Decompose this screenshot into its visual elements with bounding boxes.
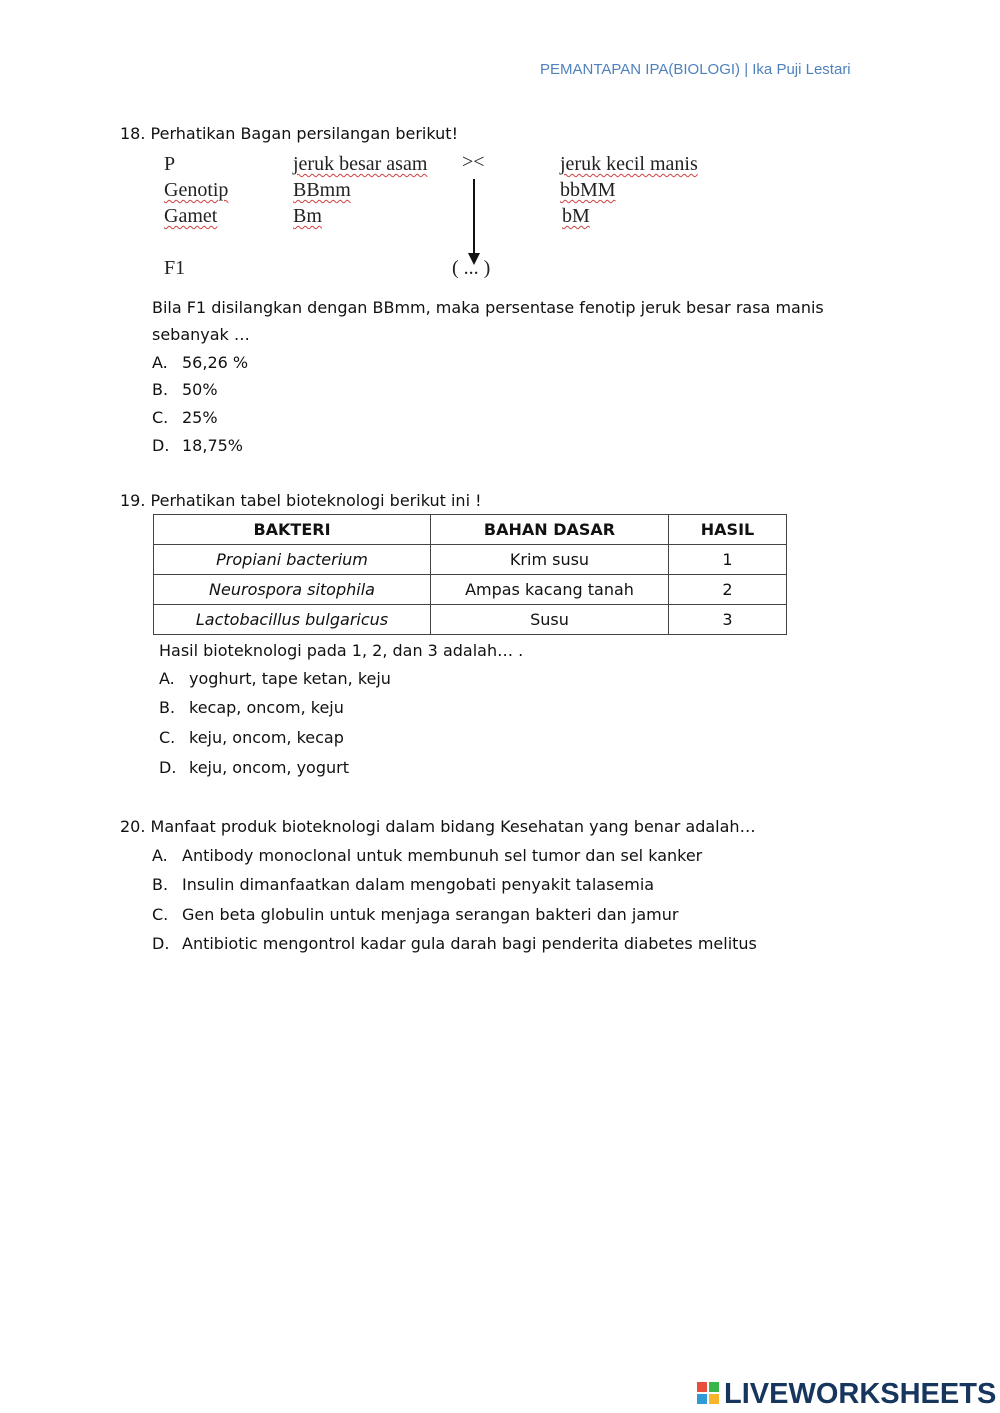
option-text: 50%	[182, 380, 218, 399]
option-letter: C.	[152, 408, 169, 427]
q18-heading	[120, 124, 458, 143]
q19-number: 19.	[120, 491, 146, 510]
table-header-row	[154, 515, 787, 545]
q19-stem: Hasil bioteknologi pada 1, 2, dan 3 adalah… .	[159, 641, 524, 660]
table-cell-hasil: 2	[669, 575, 787, 605]
table-cell-bakteri: Lactobacillus bulgaricus	[154, 605, 431, 635]
table-cell-bahan: Ampas kacang tanah	[431, 575, 669, 605]
down-arrow-icon	[464, 177, 484, 267]
option-letter: A.	[152, 846, 168, 865]
q19-prompt: Perhatikan tabel bioteknologi berikut ini !	[150, 491, 482, 510]
liveworksheets-logo-icon	[697, 1382, 719, 1404]
option-text: Gen beta globulin untuk menjaga serangan bakteri dan jamur	[182, 905, 679, 924]
cross-parent-left: jeruk besar asam	[293, 153, 428, 175]
cross-label-gamet: Gamet	[164, 205, 218, 227]
liveworksheets-logo[interactable]: LIVEWORKSHEETS	[724, 1378, 997, 1410]
option-letter: B.	[152, 380, 169, 399]
option-letter: C.	[152, 905, 169, 924]
cross-label-genotip: Genotip	[164, 179, 229, 201]
option-text: 25%	[182, 408, 218, 427]
q20-option-b[interactable]	[152, 875, 654, 894]
q19-option-d[interactable]	[159, 758, 349, 777]
q20-heading	[120, 817, 756, 836]
biotech-table	[153, 514, 787, 635]
cross-gamete-left: Bm	[293, 205, 322, 227]
q20-number: 20.	[120, 817, 146, 836]
q20-option-c[interactable]	[152, 905, 678, 924]
option-text: 18,75%	[182, 436, 244, 455]
option-text: Insulin dimanfaatkan dalam mengobati penyakit talasemia	[182, 875, 655, 894]
q18-option-c[interactable]	[152, 408, 218, 427]
option-text: Antibody monoclonal untuk membunuh sel tumor dan sel kanker	[182, 846, 703, 865]
option-letter: D.	[152, 934, 170, 953]
q18-number: 18.	[120, 124, 146, 143]
table-row	[154, 605, 787, 635]
table-header-bahan-dasar: BAHAN DASAR	[431, 515, 669, 545]
page-header: PEMANTAPAN IPA(BIOLOGI) | Ika Puji Lestari	[540, 61, 851, 78]
q20-prompt: Manfaat produk bioteknologi dalam bidang Kesehatan yang benar adalah…	[150, 817, 756, 836]
q18-stem-line1: Bila F1 disilangkan dengan BBmm, maka persentase fenotip jeruk besar rasa manis	[152, 298, 824, 317]
q18-option-b[interactable]	[152, 380, 218, 399]
option-text: 56,26 %	[182, 353, 249, 372]
table-cell-hasil: 1	[669, 545, 787, 575]
option-letter: B.	[152, 875, 169, 894]
option-letter: A.	[152, 353, 168, 372]
table-cell-hasil: 3	[669, 605, 787, 635]
table-cell-bahan: Susu	[431, 605, 669, 635]
option-text: keju, oncom, kecap	[189, 728, 344, 747]
table-row	[154, 575, 787, 605]
q18-prompt: Perhatikan Bagan persilangan berikut!	[150, 124, 458, 143]
q18-option-d[interactable]	[152, 436, 243, 455]
table-cell-bakteri: Neurospora sitophila	[154, 575, 431, 605]
q19-option-c[interactable]	[159, 728, 344, 747]
cross-symbol: ><	[462, 151, 485, 173]
cross-f1-result: ( ... )	[452, 257, 491, 279]
option-text: yoghurt, tape ketan, keju	[189, 669, 391, 688]
table-cell-bakteri: Propiani bacterium	[154, 545, 431, 575]
q19-option-a[interactable]	[159, 669, 391, 688]
q19-option-b[interactable]	[159, 698, 344, 717]
option-text: Antibiotic mengontrol kadar gula darah bagi penderita diabetes melitus	[182, 934, 757, 953]
cross-gamete-right: bM	[562, 205, 590, 227]
table-header-bakteri: BAKTERI	[154, 515, 431, 545]
q19-heading	[120, 491, 482, 510]
option-letter: D.	[152, 436, 170, 455]
cross-label-f1: F1	[164, 257, 186, 279]
option-text: kecap, oncom, keju	[189, 698, 344, 717]
option-letter: A.	[159, 669, 175, 688]
option-letter: D.	[159, 758, 177, 777]
table-header-hasil: HASIL	[669, 515, 787, 545]
cross-label-p: P	[164, 153, 176, 175]
option-text: keju, oncom, yogurt	[189, 758, 349, 777]
q20-option-a[interactable]	[152, 846, 702, 865]
cross-genotype-right: bbMM	[560, 179, 616, 201]
cross-parent-right: jeruk kecil manis	[560, 153, 698, 175]
table-row	[154, 545, 787, 575]
table-cell-bahan: Krim susu	[431, 545, 669, 575]
q20-option-d[interactable]	[152, 934, 757, 953]
option-letter: C.	[159, 728, 176, 747]
option-letter: B.	[159, 698, 176, 717]
cross-genotype-left: BBmm	[293, 179, 351, 201]
q18-stem-line2: sebanyak …	[152, 325, 250, 344]
q18-option-a[interactable]	[152, 353, 248, 372]
